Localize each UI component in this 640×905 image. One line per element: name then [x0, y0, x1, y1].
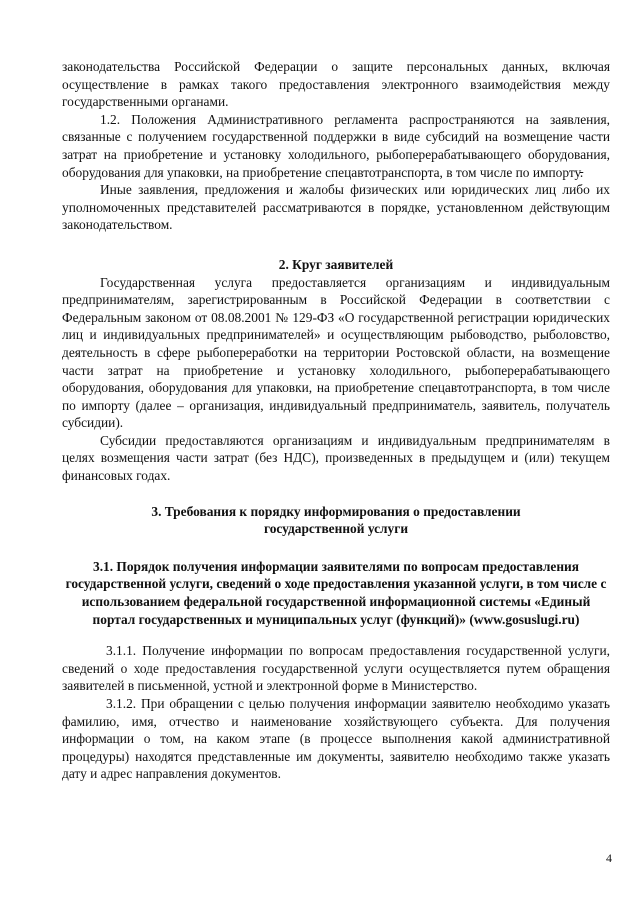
section-2-paragraph-1: Государственная услуга предоставляется организациям и индивидуальным предпринимателям, зарегистрированным в Российской Федерации в соответствии с Федеральным законом от 08.08.2001 № 129-ФЗ «О государственной регистрации юридических лиц и индивидуальных предпринимателей» и осуществляющим рыбоводство, рыболовство, деятельность в сфере рыбопереработки на территории Ростовской области, на возмещение части затрат на приобретение и установку холодильного, рыбоперерабатывающего оборудования, оборудования для упаковки, на приобретение спецавтотранспорта, в том числе по импорту (далее – организация, индивидуальный предприниматель, заявитель, получатель субсидии). [62, 274, 610, 431]
paragraph-3-1-1: 3.1.1. Получение информации по вопросам предоставления государственной услуги, сведений о ходе предоставления государственной услуги осуществляется путем обращения заявителей в письменной, устной и электронной форме в Министерство. [62, 643, 610, 694]
page-number: 4 [606, 851, 612, 865]
section-3-heading [62, 503, 610, 538]
paragraph-other-applications: Иные заявления, предложения и жалобы физических или юридических лиц либо их уполномоченных представителей рассматриваются в порядке, установленном действующим законодательством. [62, 182, 610, 233]
text-column [62, 58, 610, 783]
section-2-heading: 2. Круг заявителей [278, 256, 394, 272]
section-3-heading-line-1: 3. Требования к порядку информирования о предоставлении [151, 503, 521, 519]
paragraph-3-1-2: 3.1.2. При обращении с целью получения информации заявителю необходимо указать фамилию, имя, отчество и наименование хозяйствующего субъекта. Для получения информации о том, на каком этапе (в процессе выполнения какой административной процедуры) находятся представленные им документы, заявителю необходимо также указать дату и адрес направления документов. [62, 696, 610, 782]
paragraph-1-2-text: 1.2. Положения Административного регламента распространяются на заявления, связанные с получением государственной поддержки в виде субсидий на возмещение части затрат на приобретение и установку холодильного, рыбоперерабатывающего оборудования, оборудования для упаковки, на приобретение спецавтотранспорта, в том числе по импорту [62, 111, 610, 180]
section-3-heading-line-2: государственной услуги [263, 521, 409, 537]
paragraph-continuation: законодательства Российской Федерации о защите персональных данных, включая осуществление в рамках такого предоставления электронного взаимодействия между государственными органами. [62, 59, 610, 110]
section-2-paragraph-2: Субсидии предоставляются организациям и индивидуальным предпринимателям в целях возмещения части затрат (без НДС), произведенных в предыдущем и (или) текущем финансовых годах. [62, 432, 610, 484]
struck-period: . [579, 164, 584, 180]
paragraph-1-2 [62, 111, 610, 181]
section-3-1-heading: 3.1. Порядок получения информации заявителями по вопросам предоставления государственной услуги, сведений о ходе предоставления указанной услуги, в том числе с использованием федеральной государственной информационной системы «Единый портал государственных и муниципальных услуг (функций)» (www.gosuslugi.ru) [65, 558, 607, 627]
